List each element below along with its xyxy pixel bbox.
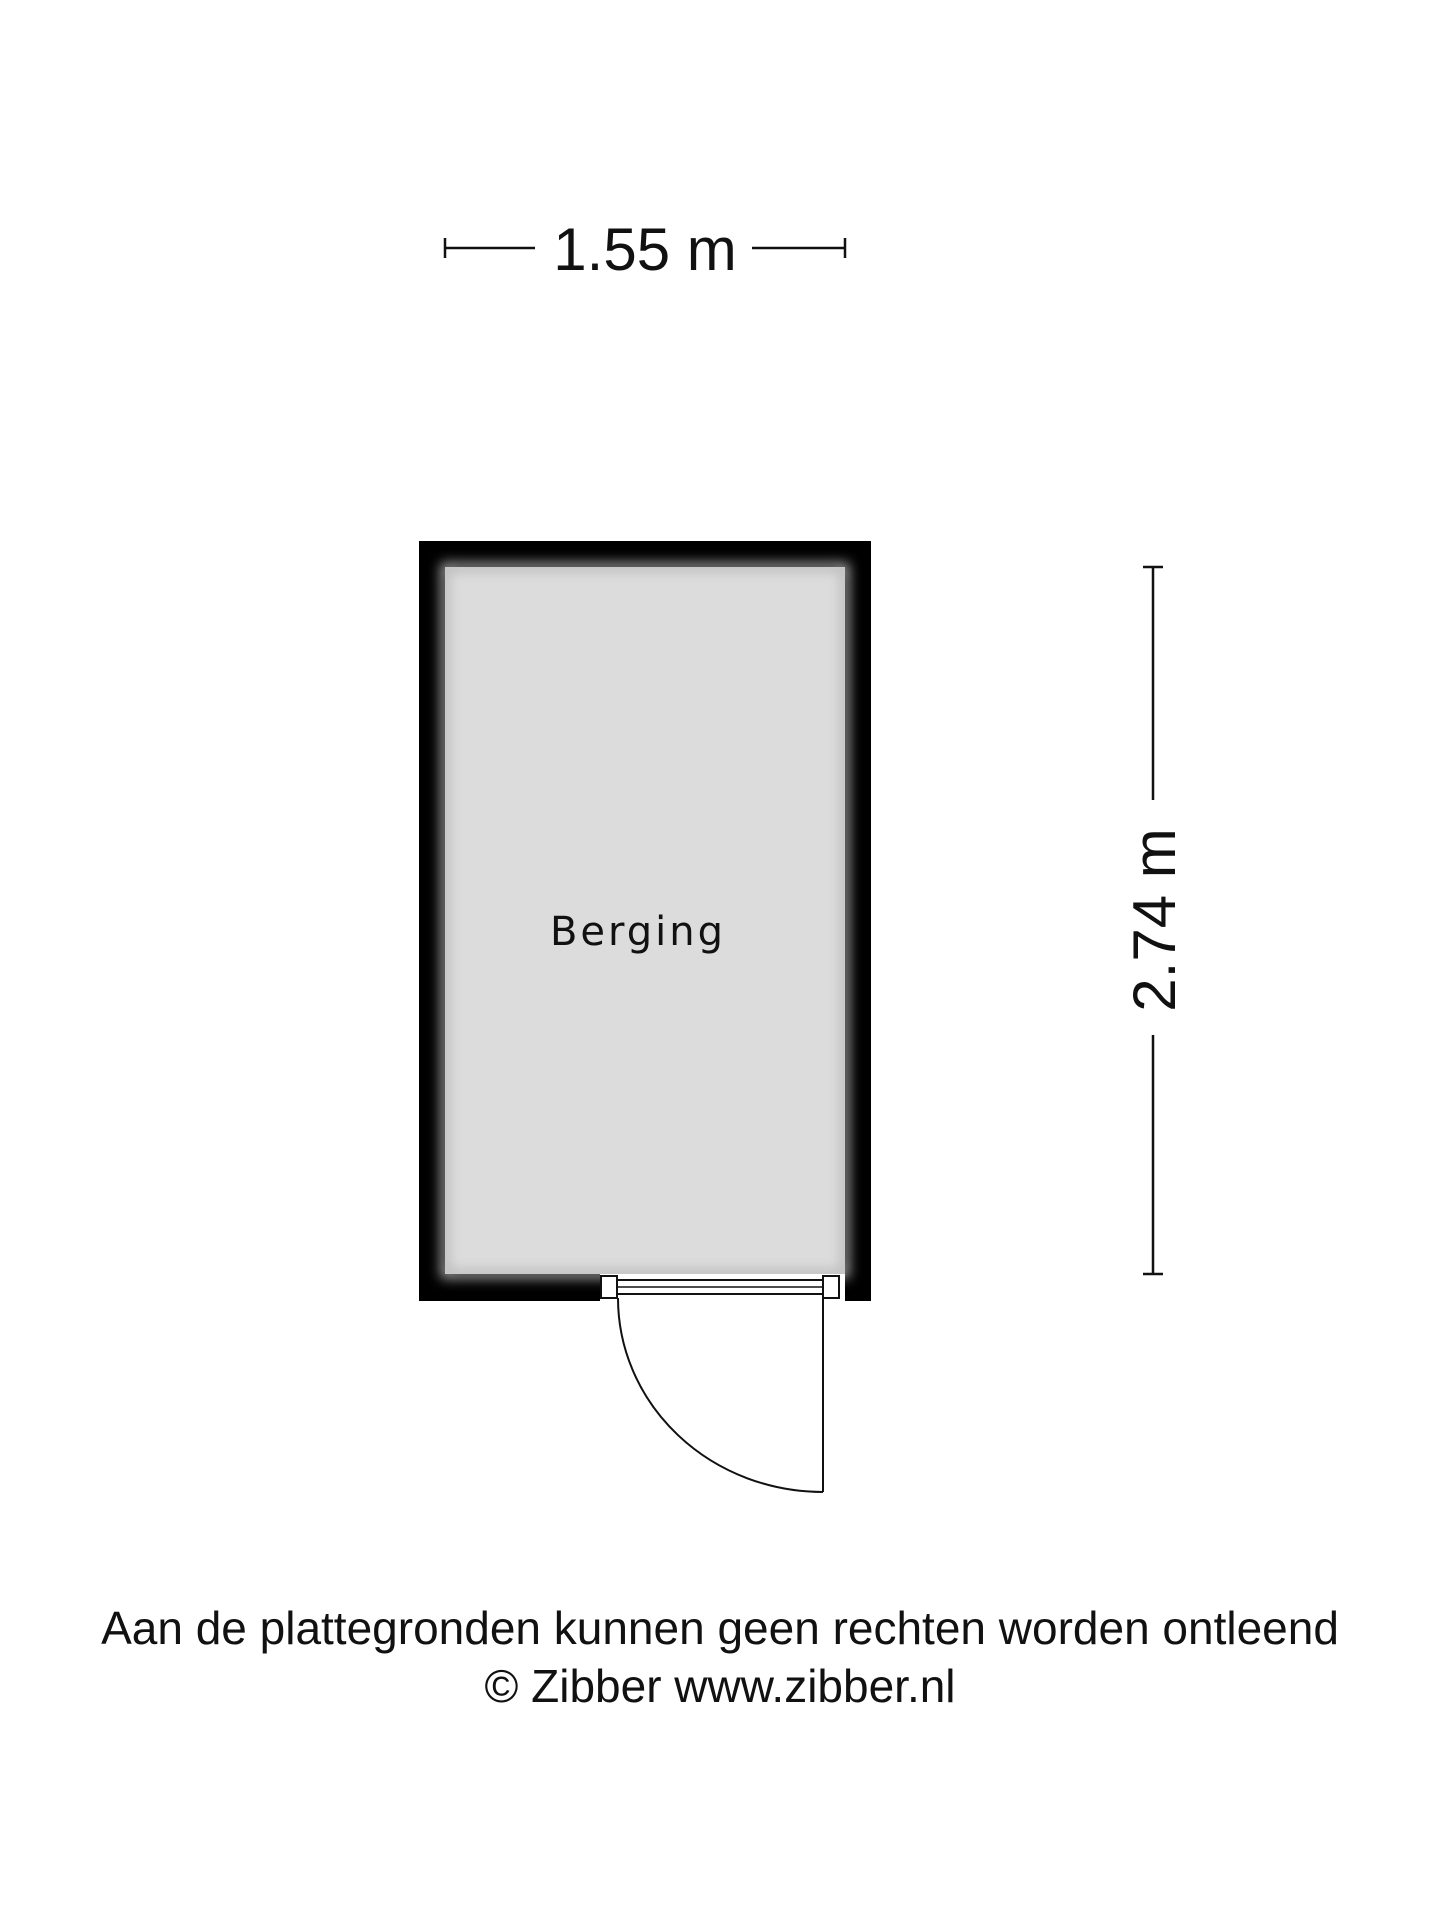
disclaimer-text: Aan de plattegronden kunnen geen rechten worden ontleend xyxy=(101,1602,1339,1654)
room-berging xyxy=(419,541,871,1301)
copyright-text: © Zibber www.zibber.nl xyxy=(484,1660,956,1712)
room-label: Berging xyxy=(549,909,727,955)
door-jamb-right xyxy=(823,1276,839,1298)
door-swing-arc xyxy=(618,1298,823,1492)
width-dimension-label: 1.55 m xyxy=(553,216,737,283)
door xyxy=(600,1274,845,1492)
depth-dimension xyxy=(1121,567,1188,1274)
depth-dimension-label: 2.74 m xyxy=(1121,828,1188,1012)
door-jamb-left xyxy=(601,1276,617,1298)
width-dimension xyxy=(445,216,845,283)
